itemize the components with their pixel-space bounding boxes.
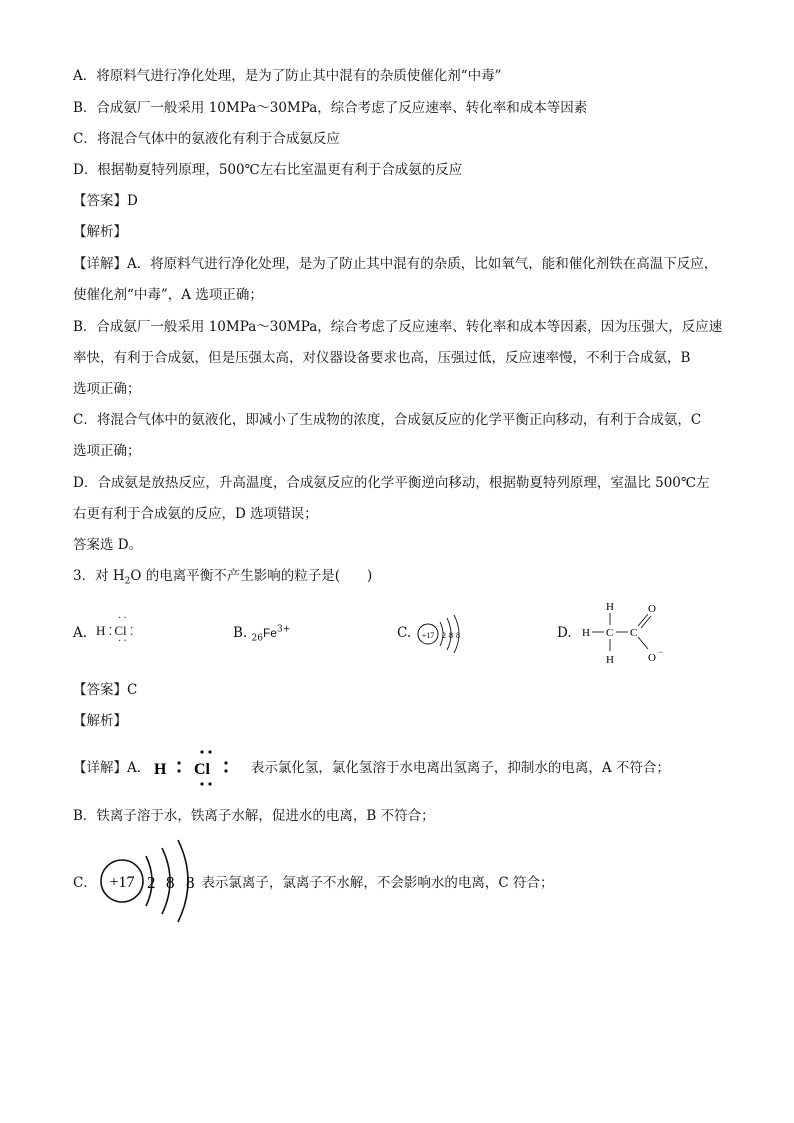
svg-text:+17: +17 — [109, 874, 135, 891]
q2-analysis-label: 【解析】 — [73, 224, 127, 240]
q2-detail-line: 答案选 D。 — [73, 537, 143, 553]
svg-text:C: C — [606, 627, 614, 639]
svg-text:2: 2 — [442, 631, 446, 640]
svg-text:H: H — [606, 654, 614, 666]
q3-option-c: C. — [397, 625, 412, 641]
q3-detail-a: 【详解】A． 表示氯化氢，氯化氢溶于水电离出氢离子，抑制水的电离，A 不符合； — [73, 760, 670, 776]
hcl-electron-dot-large — [150, 746, 240, 790]
svg-text:8: 8 — [166, 873, 175, 892]
q2-detail-line: 选项正确； — [73, 443, 141, 459]
q2-detail-line: D．合成氨是放热反应，升高温度，合成氨反应的化学平衡逆向移动，根据勒夏特列原理，室温比 500℃左 — [73, 475, 710, 491]
chloride-ion-structure-small — [414, 612, 474, 656]
q3-analysis-label: 【解析】 — [73, 713, 127, 729]
q3-answer: 【答案】C — [73, 682, 138, 698]
q3-stem: 3．对 $H_2O$ 的电离平衡不产生影响的粒子是( ) — [73, 568, 373, 587]
q2-answer: 【答案】D — [73, 193, 138, 209]
q2-detail-line: 使催化剂“中毒”，A 选项正确； — [73, 287, 263, 303]
q3-option-b: B. $_{26}Fe^{3+}$ — [233, 624, 291, 644]
q2-detail-line: 率快，有利于合成氨，但是压强太高，对仪器设备要求也高，压强过低，反应速率慢，不利于合成氨，B — [73, 350, 691, 366]
q2-detail-line: 选项正确； — [73, 381, 141, 397]
q3-option-d: D. — [557, 625, 572, 641]
svg-text:O: O — [648, 652, 656, 664]
q3-detail-b: B．铁离子溶于水，铁离子水解，促进水的电离，B 不符合； — [73, 808, 435, 824]
svg-text:H: H — [154, 761, 167, 778]
q2-detail-line: 右更有利于合成氨的反应，D 选项错误； — [73, 506, 318, 522]
q3-option-a: A. — [73, 625, 88, 641]
svg-text:C: C — [630, 627, 638, 639]
q2-option-c: C．将混合气体中的氨液化有利于合成氨反应 — [73, 131, 340, 147]
q2-detail-line: 【详解】A．将原料气进行净化处理，是为了防止其中混有的杂质，比如氧气，能和催化剂铁在高温下反应， — [73, 256, 718, 272]
svg-text:H: H — [582, 627, 590, 639]
svg-text:Cl: Cl — [194, 761, 210, 778]
svg-text:−: − — [658, 647, 664, 657]
q2-option-b: B．合成氨厂一般采用 10MPa～30MPa，综合考虑了反应速率、转化率和成本等因素 — [73, 100, 588, 116]
svg-text:2: 2 — [147, 873, 156, 892]
svg-text:H: H — [606, 601, 614, 613]
q2-option-a: A．将原料气进行净化处理，是为了防止其中混有的杂质使催化剂“中毒” — [73, 68, 502, 84]
hcl-electron-dot-small: H ⁚ Cl ⁚ ·· ·· — [96, 613, 134, 647]
q2-detail-line: B．合成氨厂一般采用 10MPa～30MPa，综合考虑了反应速率、转化率和成本等因素，因为压强大，反应速 — [73, 319, 723, 335]
q3-detail-c: C． 表示氯离子，氯离子不水解，不会影响水的电离，C 符合； — [73, 875, 554, 891]
svg-text:O: O — [648, 603, 656, 615]
chloride-ion-structure-large — [98, 838, 202, 924]
svg-text:8: 8 — [449, 631, 453, 640]
acetate-structure — [578, 596, 678, 668]
q2-option-d: D．根据勒夏特列原理，500℃左右比室温更有利于合成氨的反应 — [73, 162, 463, 178]
q2-detail-line: C．将混合气体中的氨液化，即减小了生成物的浓度，合成氨反应的化学平衡正向移动，有利于合成氨，C — [73, 412, 702, 428]
svg-text:8: 8 — [186, 873, 195, 892]
svg-text:8: 8 — [456, 631, 460, 640]
svg-text:+17: +17 — [421, 631, 435, 640]
